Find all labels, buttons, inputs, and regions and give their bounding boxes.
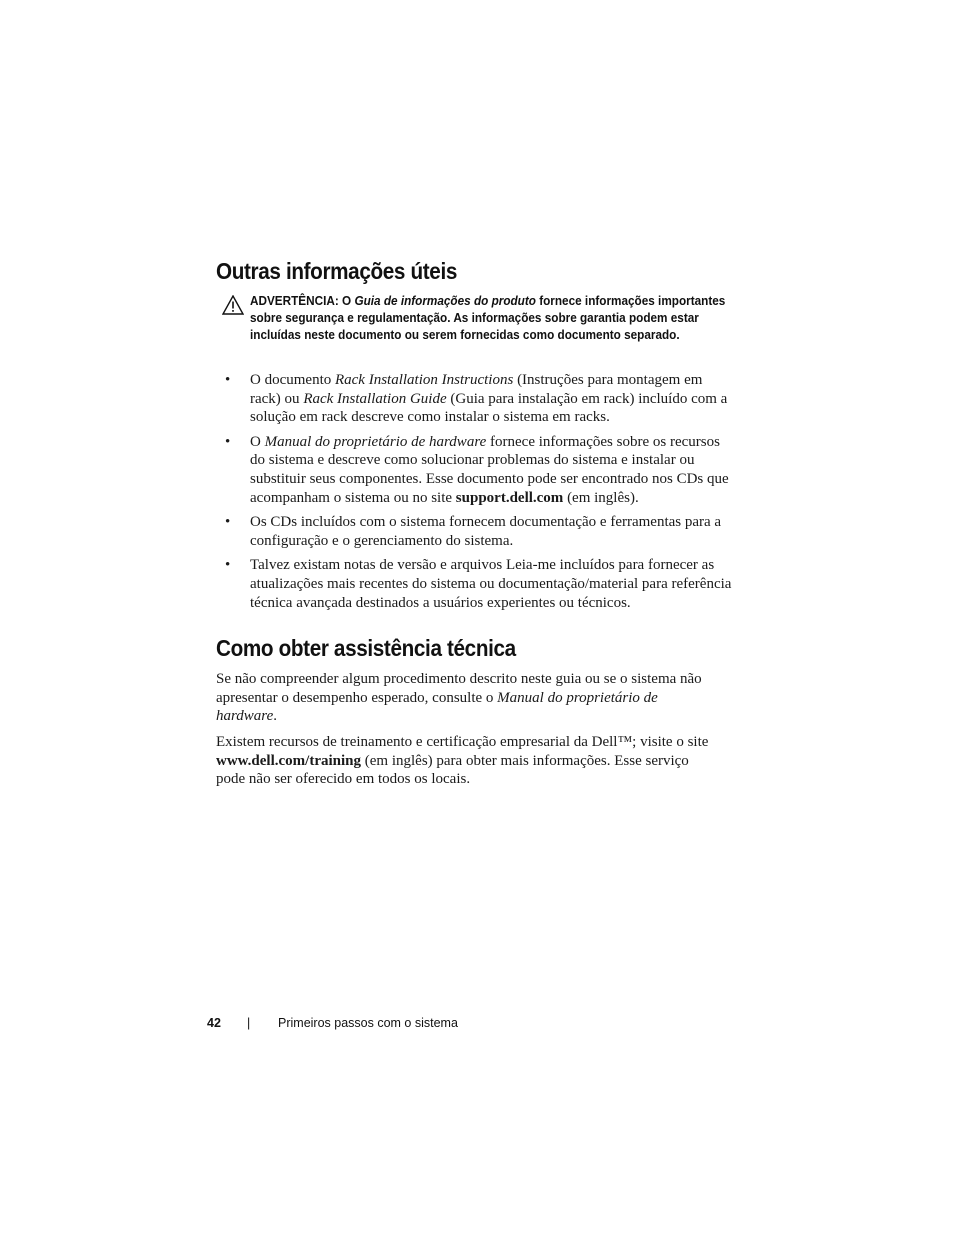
warning-text (250, 293, 739, 344)
list-item-text: O (250, 433, 265, 450)
info-bullet-list (216, 371, 736, 618)
page-number: 42 (207, 1016, 221, 1030)
list-item-text: (em inglês). (563, 489, 639, 506)
list-item (216, 371, 736, 427)
list-item (216, 556, 736, 612)
bullet-marker: • (225, 514, 231, 531)
warning-document-title: Guia de informações do produto (354, 294, 536, 308)
list-item-text: Talvez existam notas de versão e arquivos Leia-me incluídos para fornecer as atualizações mais recentes do sistema ou documentação/material para referência técnica avançada destinados a usuários experientes ou técnicos. (250, 557, 732, 611)
document-title-hardware-manual: Manual do proprietário de hardware (264, 433, 487, 450)
training-site-link[interactable]: www.dell.com/training (216, 752, 361, 769)
paragraph-text: Existem recursos de treinamento e certificação empresarial da Dell™; visite o site (216, 734, 709, 750)
bullet-marker: • (225, 557, 231, 574)
document-title-rack-guide: Rack Installation Guide (303, 390, 447, 407)
paragraph-text: (em inglês) para obter mais informações. Esse serviço pode não ser oferecido em todos os locais. (216, 752, 689, 788)
document-title-hardware-manual: Manual do proprietário de hardware (216, 689, 658, 725)
warning-label: ADVERTÊNCIA: (250, 294, 339, 308)
training-paragraph (216, 733, 716, 789)
bullet-marker: • (225, 433, 231, 450)
list-item-text: (Guia para instalação em rack) incluído com a solução em rack descreve como instalar o sistema em racks. (250, 390, 728, 426)
list-item-text: fornece informações sobre os recursos do sistema e descreve como solucionar problemas do sistema e instalar ou substituir seus componentes. Esse documento pode ser encontrado nos CDs que acompanham o sistema ou no site (250, 433, 729, 506)
footer-title: Primeiros passos com o sistema (278, 1016, 458, 1030)
support-paragraph (216, 670, 716, 726)
bullet-marker: • (225, 372, 231, 388)
list-item-text: O documento (250, 372, 335, 388)
list-item (216, 433, 736, 507)
section-heading-other-info: Outras informações úteis (216, 258, 457, 284)
warning-pre: O (338, 294, 355, 308)
section-heading-tech-support: Como obter assistência técnica (216, 635, 516, 661)
list-item-text: Os CDs incluídos com o sistema fornecem documentação e ferramentas para a configuração e o gerenciamento do sistema. (250, 514, 722, 549)
paragraph-text: . (273, 708, 277, 725)
warning-body: fornece informações importantes sobre segurança e regulamentação. As informações sobre garantia podem estar incluídas neste documento ou serem fornecidas como documento separado. (250, 294, 726, 342)
list-item (216, 513, 736, 550)
list-item-text: (Instruções para montagem em rack) ou (250, 372, 703, 407)
document-title-rack-instructions: Rack Installation Instructions (334, 372, 514, 388)
paragraph-text: Se não compreender algum procedimento descrito neste guia ou se o sistema não apresentar o desempenho esperado, consulte o (216, 671, 702, 706)
footer-separator: | (247, 1016, 251, 1030)
support-site-link[interactable]: support.dell.com (455, 489, 564, 506)
warning-triangle-icon (222, 295, 244, 315)
